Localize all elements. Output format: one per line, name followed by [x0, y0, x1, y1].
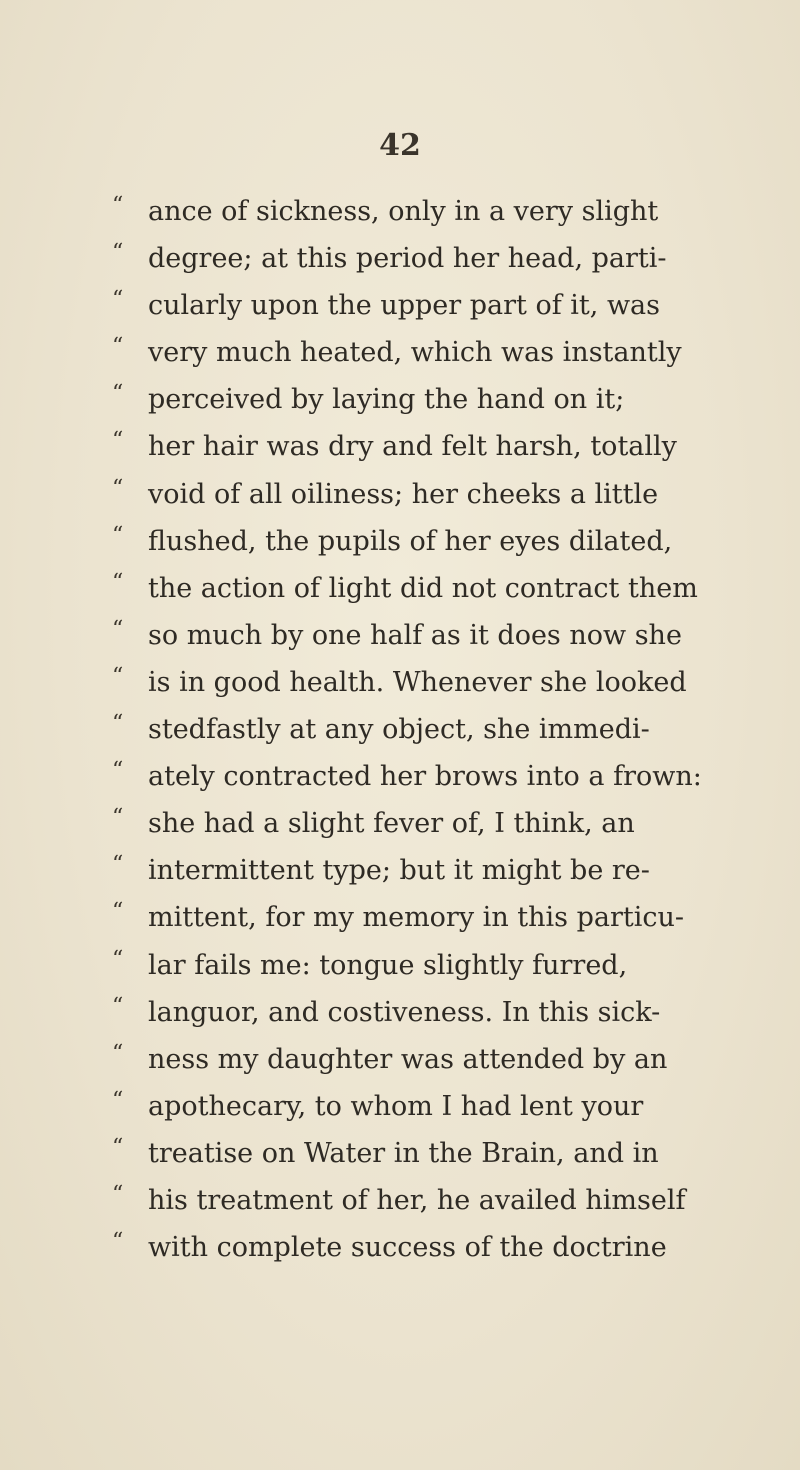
text-line	[112, 753, 768, 800]
line-text: very much heated, which was instantly	[148, 337, 682, 369]
line-text: stedfastly at any object, she immedi-	[148, 714, 650, 746]
quote-mark: “	[112, 1087, 124, 1113]
quote-mark: “	[112, 758, 124, 784]
line-text: treatise on Water in the Brain, and in	[148, 1137, 659, 1169]
line-text: ately contracted her brows into a frown:	[148, 761, 702, 793]
text-line	[112, 989, 768, 1036]
line-text: apothecary, to whom I had lent your	[148, 1090, 644, 1122]
line-text: lar fails me: tongue slightly furred,	[148, 949, 628, 981]
quote-mark: “	[112, 1040, 124, 1066]
line-text: is in good health. Whenever she looked	[148, 666, 687, 698]
line-text: his treatment of her, he availed himself	[148, 1184, 686, 1216]
line-text: with complete success of the doctrine	[148, 1232, 667, 1264]
quote-mark: “	[112, 946, 124, 972]
quote-mark: “	[112, 805, 124, 831]
quote-mark: “	[112, 287, 124, 313]
text-line	[112, 235, 768, 282]
text-line	[112, 612, 768, 659]
page-number: 42	[379, 128, 421, 163]
quote-mark: “	[112, 522, 124, 548]
line-text: the action of light did not contract them	[148, 572, 698, 604]
text-line	[112, 659, 768, 706]
text-line	[112, 894, 768, 941]
line-text: ness my daughter was attended by an	[148, 1043, 668, 1075]
line-text: degree; at this period her head, parti-	[148, 243, 667, 275]
text-line	[112, 188, 768, 235]
line-text: her hair was dry and felt harsh, totally	[148, 431, 677, 463]
quote-mark: “	[112, 1181, 124, 1207]
quote-mark: “	[112, 1134, 124, 1160]
quote-mark: “	[112, 193, 124, 218]
text-line	[112, 706, 768, 753]
quote-mark: “	[112, 1229, 124, 1255]
text-line	[112, 1177, 768, 1224]
line-text: flushed, the pupils of her eyes dilated,	[148, 525, 673, 557]
line-text: perceived by laying the hand on it;	[148, 384, 625, 416]
quote-mark: “	[112, 428, 124, 454]
quote-mark: “	[112, 899, 124, 925]
text-line	[112, 1224, 768, 1271]
line-text: void of all oiliness; her cheeks a little	[148, 478, 659, 510]
text-line	[112, 1083, 768, 1130]
line-text: intermittent type; but it might be re-	[148, 855, 650, 887]
quote-mark: “	[112, 852, 124, 878]
text-line	[112, 471, 768, 518]
text-line	[112, 1036, 768, 1083]
text-line	[112, 800, 768, 847]
text-line	[112, 329, 768, 376]
text-line	[112, 282, 768, 329]
quote-mark: “	[112, 334, 124, 360]
line-text: mittent, for my memory in this particu-	[148, 902, 685, 934]
quote-mark: “	[112, 240, 124, 266]
text-line	[112, 847, 768, 894]
line-text: ance of sickness, only in a very slight	[148, 196, 659, 227]
text-block	[112, 188, 768, 1271]
line-text: languor, and costiveness. In this sick-	[148, 996, 661, 1028]
line-text: cularly upon the upper part of it, was	[148, 290, 661, 322]
quote-mark: “	[112, 993, 124, 1019]
text-line	[112, 565, 768, 612]
text-line	[112, 518, 768, 565]
quote-mark: “	[112, 569, 124, 595]
text-line	[112, 1130, 768, 1177]
quote-mark: “	[112, 475, 124, 501]
quote-mark: “	[112, 616, 124, 642]
quote-mark: “	[112, 381, 124, 407]
quote-mark: “	[112, 663, 124, 689]
line-text: she had a slight fever of, I think, an	[148, 808, 635, 840]
quote-mark: “	[112, 711, 124, 737]
line-text: so much by one half as it does now she	[148, 619, 682, 651]
text-line	[112, 376, 768, 423]
text-line	[112, 423, 768, 470]
text-line	[112, 942, 768, 989]
